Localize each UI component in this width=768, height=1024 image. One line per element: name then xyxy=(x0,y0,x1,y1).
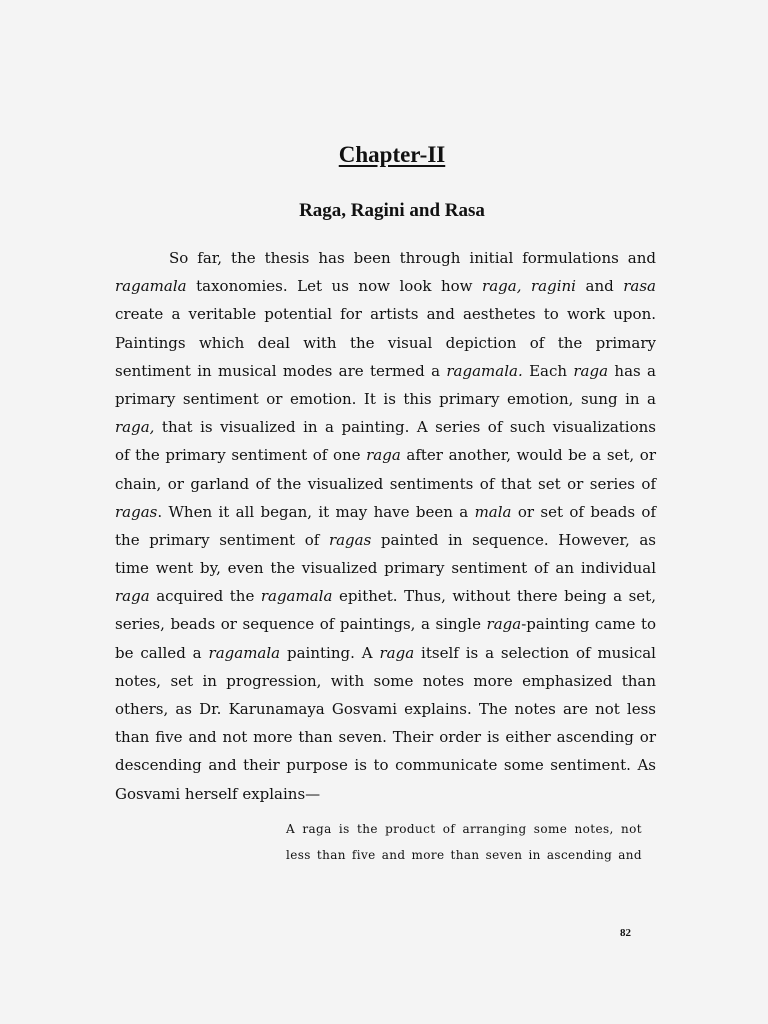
text-run: primary sentiment or emotion. It is this primary emotion, sung in a xyxy=(115,389,656,408)
italic-term: mala xyxy=(474,502,512,521)
text-run: Paintings which deal with the visual depiction of the primary xyxy=(115,333,656,352)
text-run: acquired the xyxy=(149,587,261,606)
paragraph-line xyxy=(115,357,656,385)
text-run: painting. A xyxy=(280,643,380,662)
text-run: epithet. Thus, without there being a set, xyxy=(332,587,656,606)
text-run: has a xyxy=(608,361,656,380)
paragraph-line xyxy=(115,639,656,667)
text-run: create a veritable potential for artists and aesthetes to work upon. xyxy=(115,305,656,324)
italic-term: raga xyxy=(366,446,401,465)
paragraph-line xyxy=(115,413,656,441)
text-run: . When it all began, it may have been a xyxy=(157,502,475,521)
paragraph-line xyxy=(115,695,656,723)
text-run: be called a xyxy=(115,643,209,662)
text-run: time went by, even the visualized primary sentiment of an individual xyxy=(115,559,656,578)
text-run: Gosvami herself explains— xyxy=(115,784,321,803)
text-run: So far, the thesis has been through initial formulations and xyxy=(169,249,656,267)
paragraph-line xyxy=(115,441,656,469)
text-run: sentiment in musical modes are termed a xyxy=(115,361,447,380)
paragraph-line xyxy=(115,526,656,554)
italic-term: ragas xyxy=(115,502,158,521)
text-run: notes, set in progression, with some notes more emphasized than xyxy=(115,671,656,690)
text-run: and xyxy=(575,277,624,296)
paragraph-line xyxy=(115,554,656,582)
italic-term: ragamala xyxy=(260,587,333,606)
text-run: after another, would be a set, or xyxy=(400,446,656,465)
text-run: taxonomies. Let us now look how xyxy=(186,277,483,296)
text-run: others, as Dr. Karunamaya Gosvami explains. The notes are not less xyxy=(115,700,656,718)
paragraph-line xyxy=(115,244,656,272)
italic-term: raga xyxy=(486,615,522,634)
text-run: the primary sentiment of xyxy=(115,530,329,549)
block-quote xyxy=(286,816,642,868)
text-run: that is visualized in a painting. A series of such visualizations xyxy=(154,418,656,437)
text-run: or set of beads of xyxy=(511,502,657,521)
text-run: of the primary sentiment of one xyxy=(115,446,367,465)
paragraph-line xyxy=(115,329,656,357)
paragraph-line xyxy=(115,780,656,808)
quote-line: A raga is the product of arranging some notes, not xyxy=(286,822,642,836)
paragraph-line xyxy=(115,272,656,300)
italic-term: raga, xyxy=(115,418,155,437)
italic-term: ragamala. xyxy=(446,361,523,380)
text-run: itself is a selection of musical xyxy=(414,643,656,662)
italic-term: ragas xyxy=(328,530,372,549)
italic-term: rasa xyxy=(623,277,656,296)
paragraph-line xyxy=(115,300,656,328)
paragraph-line xyxy=(115,582,656,610)
paragraph-line xyxy=(115,667,656,695)
text-run: painted in sequence. However, as xyxy=(371,530,656,549)
page-number: 82 xyxy=(620,927,631,939)
italic-term: ragamala xyxy=(208,643,281,662)
text-run: chain, or garland of the visualized sentiments of that set or series of xyxy=(115,474,656,493)
italic-term: raga xyxy=(573,361,609,380)
paragraph-line xyxy=(115,470,656,498)
chapter-heading: Chapter-II xyxy=(338,142,446,167)
text-run: series, beads or sequence of paintings, a single xyxy=(115,615,487,634)
text-run: -painting came to xyxy=(521,615,657,634)
italic-term: raga, ragini xyxy=(482,277,576,296)
paragraph-line xyxy=(115,610,656,638)
chapter-title: Raga, Ragini and Rasa xyxy=(299,200,485,221)
paragraph-line xyxy=(115,723,656,751)
paragraph-line xyxy=(115,385,656,413)
quote-line: less than five and more than seven in ascending and xyxy=(286,848,642,862)
text-run: Each xyxy=(522,361,574,380)
text-run: than five and not more than seven. Their order is either ascending or xyxy=(115,728,656,747)
italic-term: ragamala xyxy=(115,277,187,296)
body-paragraph xyxy=(115,244,656,808)
italic-term: raga xyxy=(115,587,150,606)
paragraph-line xyxy=(115,751,656,779)
paragraph-line xyxy=(115,498,656,526)
text-run: descending and their purpose is to communicate some sentiment. As xyxy=(115,756,656,775)
italic-term: raga xyxy=(379,643,415,662)
